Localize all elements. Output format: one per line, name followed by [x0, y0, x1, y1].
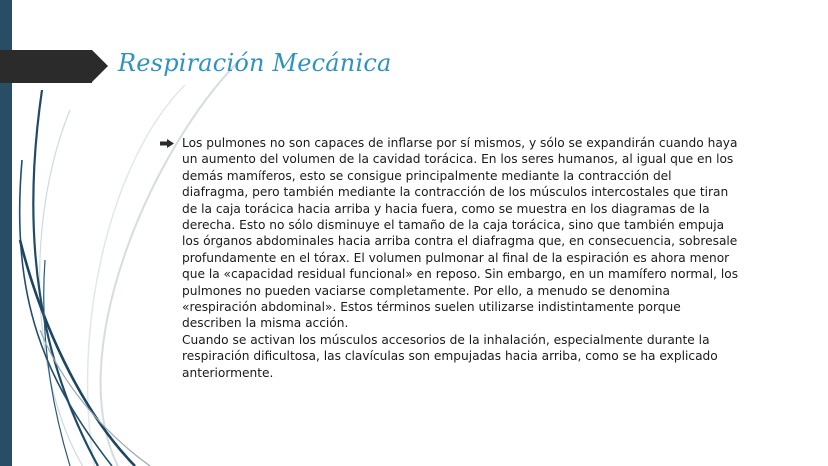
curve-gray-1	[40, 330, 150, 466]
slide-title: Respiración Mecánica	[118, 49, 392, 77]
curve-light-3	[40, 110, 85, 466]
title-banner-arrow	[92, 50, 108, 82]
body-text	[182, 135, 740, 381]
content-block	[160, 135, 740, 381]
arrow-bullet-icon	[160, 139, 174, 148]
paragraph-2: Cuando se activan los músculos accesorios de la inhalación, especialmente durante la respiración dificultosa, las clavículas son empujadas hacia arriba, como se ha explicado anteriormente.	[182, 332, 718, 380]
paragraph-1: Los pulmones no son capaces de inflarse por sí mismos, y sólo se expandirán cuando haya un aumento del volumen de la cavidad torácica. En los seres humanos, al igual que en los demás mamíferos, esto se consigue principalmente mediante la contracción del diafragma, pero también mediante la contracción de los músculos intercostales que tiran de la caja torácica hacia arriba y hacia fuera, como se muestra en los diagramas de la derecha. Esto no sólo disminuye el tamaño de la caja torácica, sino que también empuja los órganos abdominales hacia arriba contra el diafragma que, en consecuencia, sobresale profundamente en el tórax. El volumen pulmonar al final de la espiración es ahora menor que la «capacidad residual funcional» en reposo. Sin embargo, en un mamífero normal, los pulmones no pueden vaciarse completamente. Por ello, a menudo se denomina «respiración abdominal». Estos términos suelen utilizarse indistintamente porque describen la misma acción.	[182, 136, 739, 331]
title-banner	[0, 50, 92, 83]
